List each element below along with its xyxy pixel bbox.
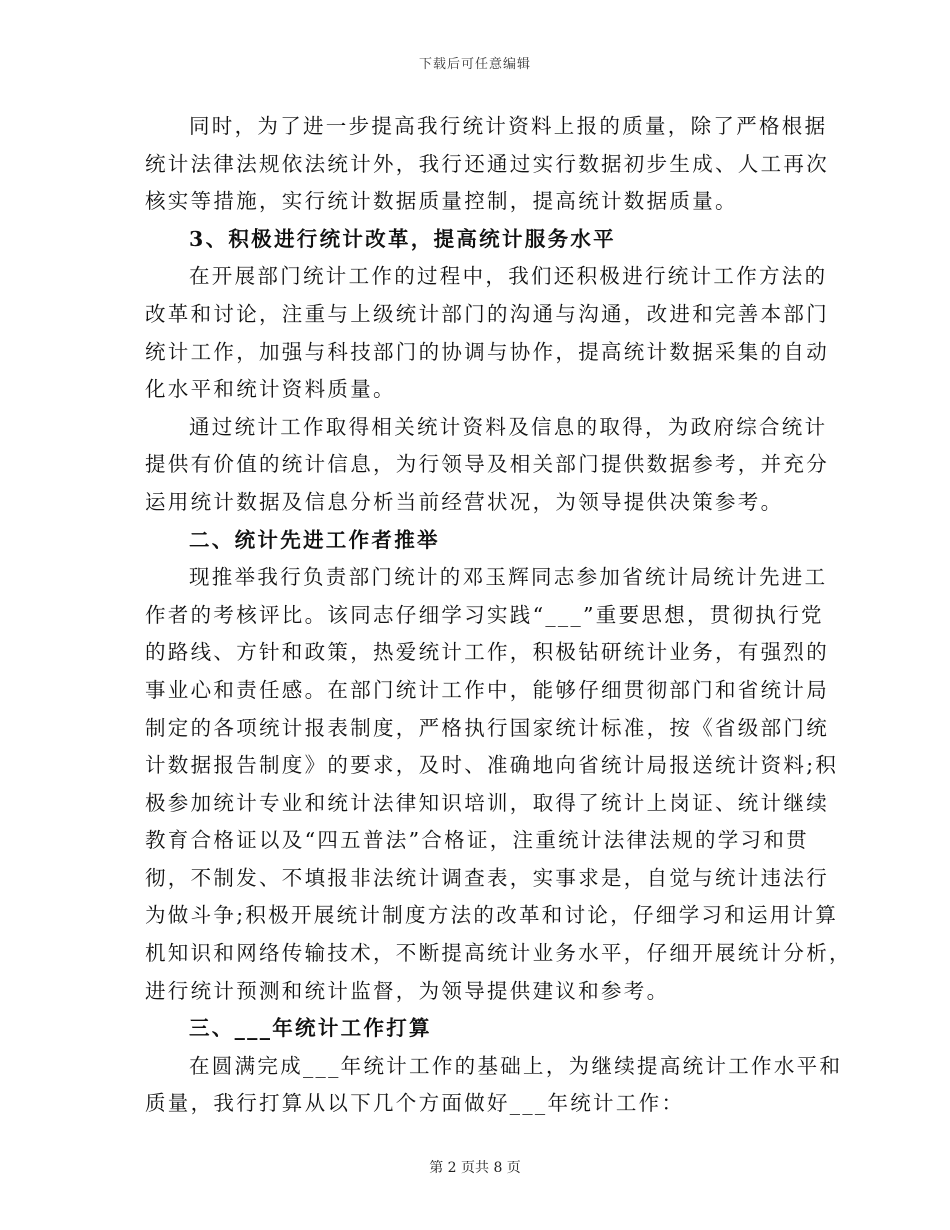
paragraph-line: 彻，不制发、不填报非法统计调查表，实事求是，自觉与统计违法行 <box>145 865 829 890</box>
paragraph-line: 教育合格证以及“四五普法”合格证，注重统计法律法规的学习和贯 <box>145 828 809 853</box>
paragraph <box>145 559 852 1010</box>
paragraph-line: 通过统计工作取得相关统计资料及信息的取得，为政府综合统计 <box>189 414 828 439</box>
paragraph-line: 制定的各项统计报表制度，严格执行国家统计标准，按《省级部门统 <box>145 715 829 740</box>
paragraph-line: 事业心和责任感。在部门统计工作中，能够仔细贯彻部门和省统计局 <box>145 677 829 702</box>
paragraph-line: 运用统计数据及信息分析当前经营状况，为领导提供决策参考。 <box>145 489 784 514</box>
paragraph-line: 在圆满完成___年统计工作的基础上，为继续提高统计工作水平和 <box>189 1053 843 1078</box>
paragraph-line: 改革和讨论，注重与上级统计部门的沟通与沟通，改进和完善本部门 <box>145 301 829 326</box>
paragraph-line: 同时，为了进一步提高我行统计资料上报的质量，除了严格根据 <box>189 114 828 138</box>
paragraph-line: 提供有价值的统计信息，为行领导及相关部门提供数据参考，并充分 <box>145 452 829 477</box>
paragraph-line: 在开展部门统计工作的过程中，我们还积极进行统计工作方法的 <box>189 264 828 289</box>
paragraph <box>145 409 829 522</box>
paragraph-line: 极参加统计专业和统计法律知识培训，取得了统计上岗证、统计继续 <box>145 790 829 815</box>
section-heading: 3、积极进行统计改革，提高统计服务水平 <box>189 226 616 251</box>
paragraph-line: 进行统计预测和统计监督，为领导提供建议和参考。 <box>145 978 670 1003</box>
section-heading: 三、___年统计工作打算 <box>189 1016 432 1041</box>
paragraph-line: 质量，我行打算从以下几个方面做好___年统计工作： <box>145 1091 685 1116</box>
paragraph <box>145 258 829 408</box>
paragraph-line: 统计法律法规依法统计外，我行还通过实行数据初步生成、人工再次 <box>145 151 829 176</box>
paragraph-line: 为做斗争;积极开展统计制度方法的改革和讨论，仔细学习和运用计算 <box>145 903 839 928</box>
document-body <box>145 108 852 1123</box>
paragraph-line: 作者的考核评比。该同志仔细学习实践“___”重要思想，贯彻执行党 <box>145 602 824 627</box>
paragraph-line: 的路线、方针和政策，热爱统计工作，积极钻研统计业务，有强烈的 <box>145 640 829 665</box>
paragraph <box>145 1048 843 1123</box>
paragraph-line: 统计工作，加强与科技部门的协调与协作，提高统计数据采集的自动 <box>145 339 829 364</box>
paragraph-line: 化水平和统计资料质量。 <box>145 377 396 402</box>
page-header: 下载后可任意编辑 <box>418 57 531 72</box>
paragraph-line: 机知识和网络传输技术，不断提高统计业务水平，仔细开展统计分析， <box>145 941 852 966</box>
paragraph-line: 核实等措施，实行统计数据质量控制，提高统计数据质量。 <box>145 189 738 214</box>
paragraph-line: 现推举我行负责部门统计的邓玉辉同志参加省统计局统计先进工 <box>189 565 828 590</box>
page-footer: 第 2 页共 8 页 <box>429 1160 521 1176</box>
section-heading: 二、统计先进工作者推举 <box>189 527 440 552</box>
paragraph-line: 计数据报告制度》的要求，及时、准确地向省统计局报送统计资料;积 <box>145 753 839 778</box>
paragraph <box>145 108 829 221</box>
